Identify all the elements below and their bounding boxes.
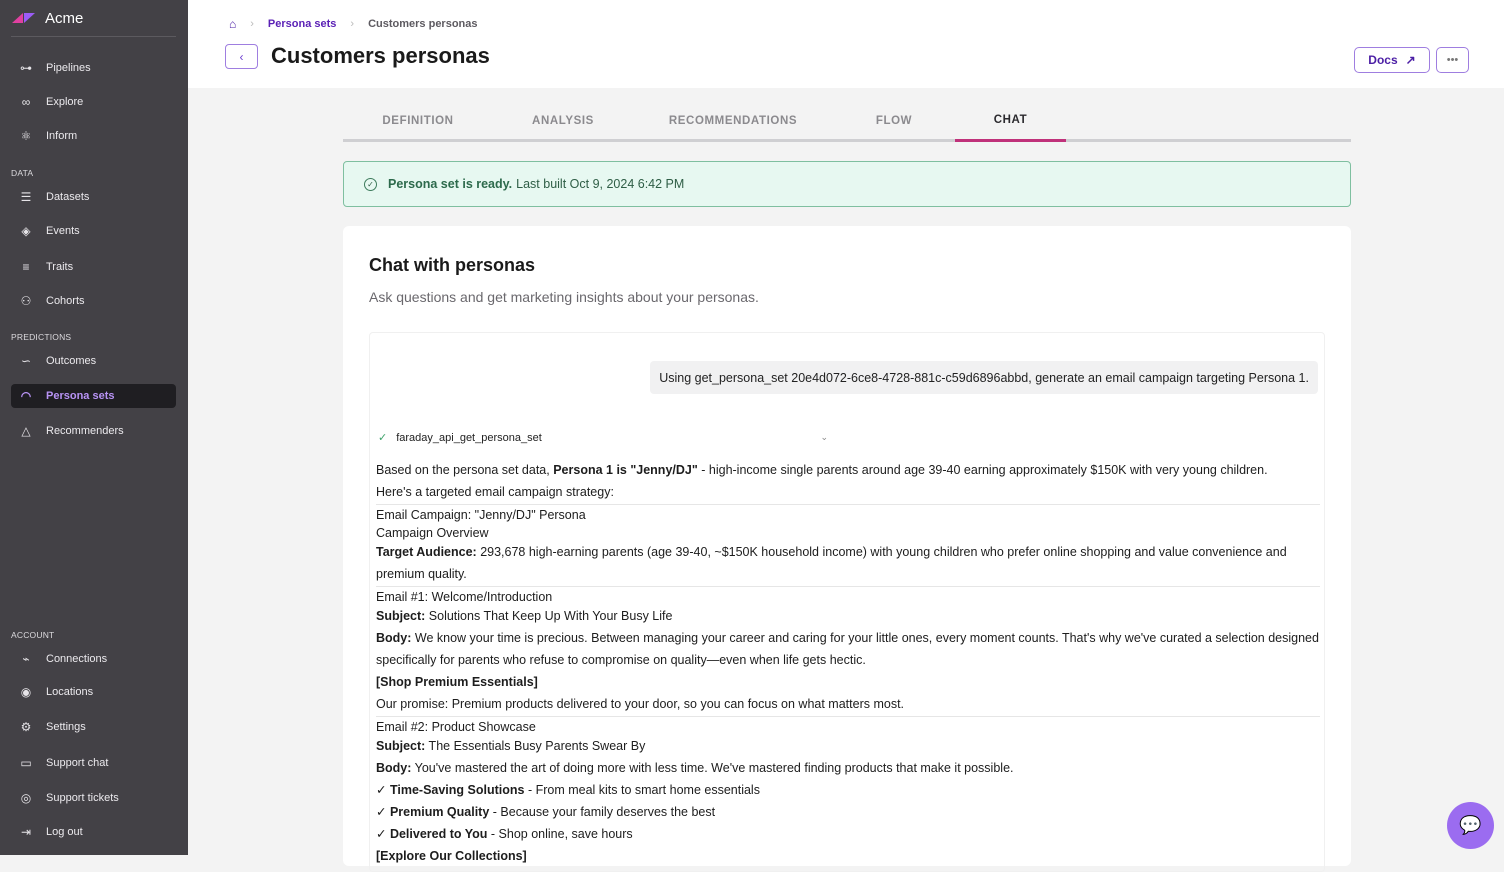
home-icon[interactable]: ⌂ — [229, 17, 237, 31]
line-bold: Premium Quality — [389, 805, 490, 819]
answer-line — [376, 671, 1320, 693]
answer-line — [376, 779, 1320, 801]
chat-subtitle: Ask questions and get marketing insights about your personas. — [369, 289, 759, 305]
sidebar-item-log-out[interactable] — [11, 820, 176, 844]
plug-icon: ⌁ — [22, 652, 30, 666]
divider — [11, 36, 176, 37]
tab-flow[interactable]: FLOW — [875, 115, 913, 127]
sidebar-item-label: Cohorts — [46, 295, 85, 307]
back-button[interactable]: ‹ — [225, 44, 258, 69]
chat-card — [343, 226, 1351, 866]
tab-chat[interactable]: CHAT — [955, 100, 1066, 142]
page-header — [188, 0, 1504, 88]
brand[interactable] — [0, 0, 188, 36]
line-bold: Delivered to You — [389, 827, 488, 841]
answer-line — [376, 801, 1320, 823]
answer-line — [376, 823, 1320, 845]
shapes-icon: △ — [21, 424, 31, 438]
line-prefix: ✓ — [376, 783, 390, 797]
sidebar-item-datasets[interactable] — [11, 185, 176, 209]
line-text: - high-income single parents around age 39-40 earning approximately $150K with very young children. — [697, 463, 1268, 477]
chat-icon: ▭ — [20, 756, 32, 770]
sidebar-item-settings[interactable] — [11, 715, 176, 739]
line-text: Solutions That Keep Up With Your Busy Life — [425, 609, 673, 623]
sidebar-item-label: Outcomes — [46, 355, 97, 367]
map-pin-icon: ◉ — [20, 685, 32, 699]
sidebar-item-pipelines[interactable] — [11, 56, 176, 80]
sidebar-item-cohorts[interactable] — [11, 289, 176, 313]
answer-line — [376, 716, 1320, 735]
line-text: We know your time is precious. Between managing your career and caring for your little ones, every moment counts. That's why we've curated a selection designed specifically for parents who refuse to compromise on quality—even when life gets hectic. — [376, 631, 1319, 667]
sidebar-item-label: Traits — [46, 261, 74, 273]
breadcrumb-current: Customers personas — [368, 18, 478, 30]
line-bold: Persona 1 is "Jenny/DJ" — [553, 463, 698, 477]
line-text: Email Campaign: "Jenny/DJ" Persona — [376, 508, 586, 522]
pipelines-icon: ⊶ — [20, 61, 32, 75]
gear-icon: ⚙ — [20, 720, 32, 734]
line-text: The Essentials Busy Parents Swear By — [425, 739, 646, 753]
line-text: 293,678 high-earning parents (age 39-40, ~$150K household income) with young children who prefer online shopping and value convenience and premium quality. — [376, 545, 1287, 581]
line-text: You've mastered the art of doing more with less time. We've mastered finding products that make it possible. — [411, 761, 1014, 775]
filter-icon: ≡ — [22, 260, 30, 274]
status-detail: Last built Oct 9, 2024 6:42 PM — [516, 177, 685, 191]
sidebar — [0, 0, 188, 855]
acme-logo-icon — [12, 13, 35, 23]
chat-launcher-button[interactable] — [1447, 802, 1494, 849]
tab-bar — [343, 100, 1351, 142]
answer-line — [376, 459, 1320, 481]
sidebar-item-outcomes[interactable] — [11, 349, 176, 373]
line-bold: Body: — [376, 631, 412, 645]
assistant-message — [376, 459, 1320, 867]
sidebar-item-label: Support tickets — [46, 792, 119, 804]
sidebar-item-label: Datasets — [46, 191, 90, 203]
tool-call-row[interactable] — [378, 431, 828, 444]
lifebuoy-icon: ◎ — [20, 791, 32, 805]
answer-line — [376, 693, 1320, 715]
tab-analysis[interactable]: ANALYSIS — [532, 115, 594, 127]
line-bold: Subject: — [376, 609, 426, 623]
sidebar-item-label: Explore — [46, 96, 84, 108]
external-link-icon: ↗ — [1405, 53, 1416, 67]
section-data: DATA — [11, 168, 34, 178]
user-message: Using get_persona_set 20e4d072-6ce8-4728-881c-c59d6896abbd, generate an email campaign targeting Persona 1. — [650, 361, 1318, 394]
sidebar-item-inform[interactable] — [11, 124, 176, 148]
sidebar-item-label: Recommenders — [46, 425, 124, 437]
page-title: Customers personas — [271, 43, 490, 68]
sidebar-item-label: Settings — [46, 721, 86, 733]
check-icon: ✓ — [378, 432, 388, 444]
section-account: ACCOUNT — [11, 630, 55, 640]
answer-line — [376, 541, 1320, 585]
section-predictions: PREDICTIONS — [11, 332, 72, 342]
chevron-down-icon[interactable]: ⌄ — [820, 432, 828, 442]
answer-line — [376, 627, 1320, 671]
brand-name: Acme — [45, 9, 84, 27]
sidebar-item-label: Connections — [46, 653, 108, 665]
tab-definition[interactable]: DEFINITION — [382, 115, 454, 127]
answer-line — [376, 735, 1320, 757]
sidebar-item-explore[interactable] — [11, 90, 176, 114]
logout-icon: ⇥ — [20, 825, 32, 839]
line-bold: [Shop Premium Essentials] — [376, 675, 538, 689]
line-bold: Time-Saving Solutions — [389, 783, 525, 797]
sidebar-item-label: Pipelines — [46, 62, 91, 74]
sidebar-item-support-tickets[interactable] — [11, 786, 176, 810]
breadcrumb-persona-sets[interactable]: Persona sets — [267, 18, 337, 30]
line-bold: [Explore Our Collections] — [376, 849, 527, 863]
rainbow-icon: ◠ — [20, 389, 32, 403]
line-bold: Subject: — [376, 739, 426, 753]
sidebar-item-events[interactable] — [11, 219, 176, 243]
sidebar-item-locations[interactable] — [11, 680, 176, 704]
line-text: Email #1: Welcome/Introduction — [376, 590, 553, 604]
status-banner — [343, 161, 1351, 207]
binoculars-icon: ∞ — [21, 95, 31, 109]
chevron-right-icon: › — [250, 18, 254, 30]
sidebar-item-connections[interactable] — [11, 647, 176, 671]
breadcrumb — [229, 17, 478, 31]
sidebar-item-label: Locations — [46, 686, 94, 698]
line-prefix: ✓ — [376, 827, 390, 841]
more-options-button[interactable]: ••• — [1436, 47, 1469, 73]
sidebar-item-label: Events — [46, 225, 80, 237]
line-text: Here's a targeted email campaign strategy: — [376, 485, 614, 499]
sidebar-item-traits[interactable] — [11, 255, 176, 279]
docs-label: Docs — [1368, 53, 1398, 67]
line-text: - From meal kits to smart home essentials — [524, 783, 760, 797]
tab-recommendations[interactable]: RECOMMENDATIONS — [668, 115, 798, 127]
answer-line — [376, 523, 1320, 541]
line-text: Email #2: Product Showcase — [376, 720, 536, 734]
answer-line — [376, 504, 1320, 523]
line-text: - Shop online, save hours — [487, 827, 633, 841]
answer-line — [376, 481, 1320, 503]
chat-thread[interactable] — [369, 332, 1325, 872]
sidebar-item-recommenders[interactable] — [11, 419, 176, 443]
sidebar-item-label: Log out — [46, 826, 83, 838]
line-bold: Target Audience: — [376, 545, 477, 559]
route-icon: ∽ — [20, 354, 32, 368]
chevron-right-icon: › — [350, 18, 355, 30]
answer-line — [376, 757, 1320, 779]
line-text: - Because your family deserves the best — [489, 805, 716, 819]
atom-icon: ⚛ — [20, 129, 32, 143]
status-text: Persona set is ready. — [388, 177, 513, 191]
answer-line — [376, 605, 1320, 627]
line-text: Campaign Overview — [376, 526, 489, 540]
database-icon: ☰ — [20, 190, 32, 204]
users-icon: ⚇ — [20, 294, 32, 308]
sidebar-item-label: Persona sets — [46, 390, 115, 402]
line-text: Our promise: Premium products delivered to your door, so you can focus on what matters most. — [376, 697, 905, 711]
line-prefix: Based on the persona set data, — [376, 463, 554, 477]
sidebar-item-support-chat[interactable] — [11, 751, 176, 775]
tool-call-name: faraday_api_get_persona_set — [396, 431, 542, 444]
chat-title: Chat with personas — [369, 255, 536, 275]
line-prefix: ✓ — [376, 805, 390, 819]
line-bold: Body: — [376, 761, 412, 775]
sidebar-item-label: Support chat — [46, 757, 109, 769]
chat-bubbles-icon: 💬 — [1459, 815, 1482, 835]
answer-line — [376, 845, 1320, 867]
sidebar-item-label: Inform — [46, 130, 78, 142]
sidebar-item-persona-sets[interactable] — [11, 384, 176, 408]
layers-icon: ◈ — [21, 224, 31, 238]
check-circle-icon: ✓ — [364, 178, 377, 191]
answer-line — [376, 586, 1320, 605]
docs-button[interactable] — [1354, 47, 1430, 73]
